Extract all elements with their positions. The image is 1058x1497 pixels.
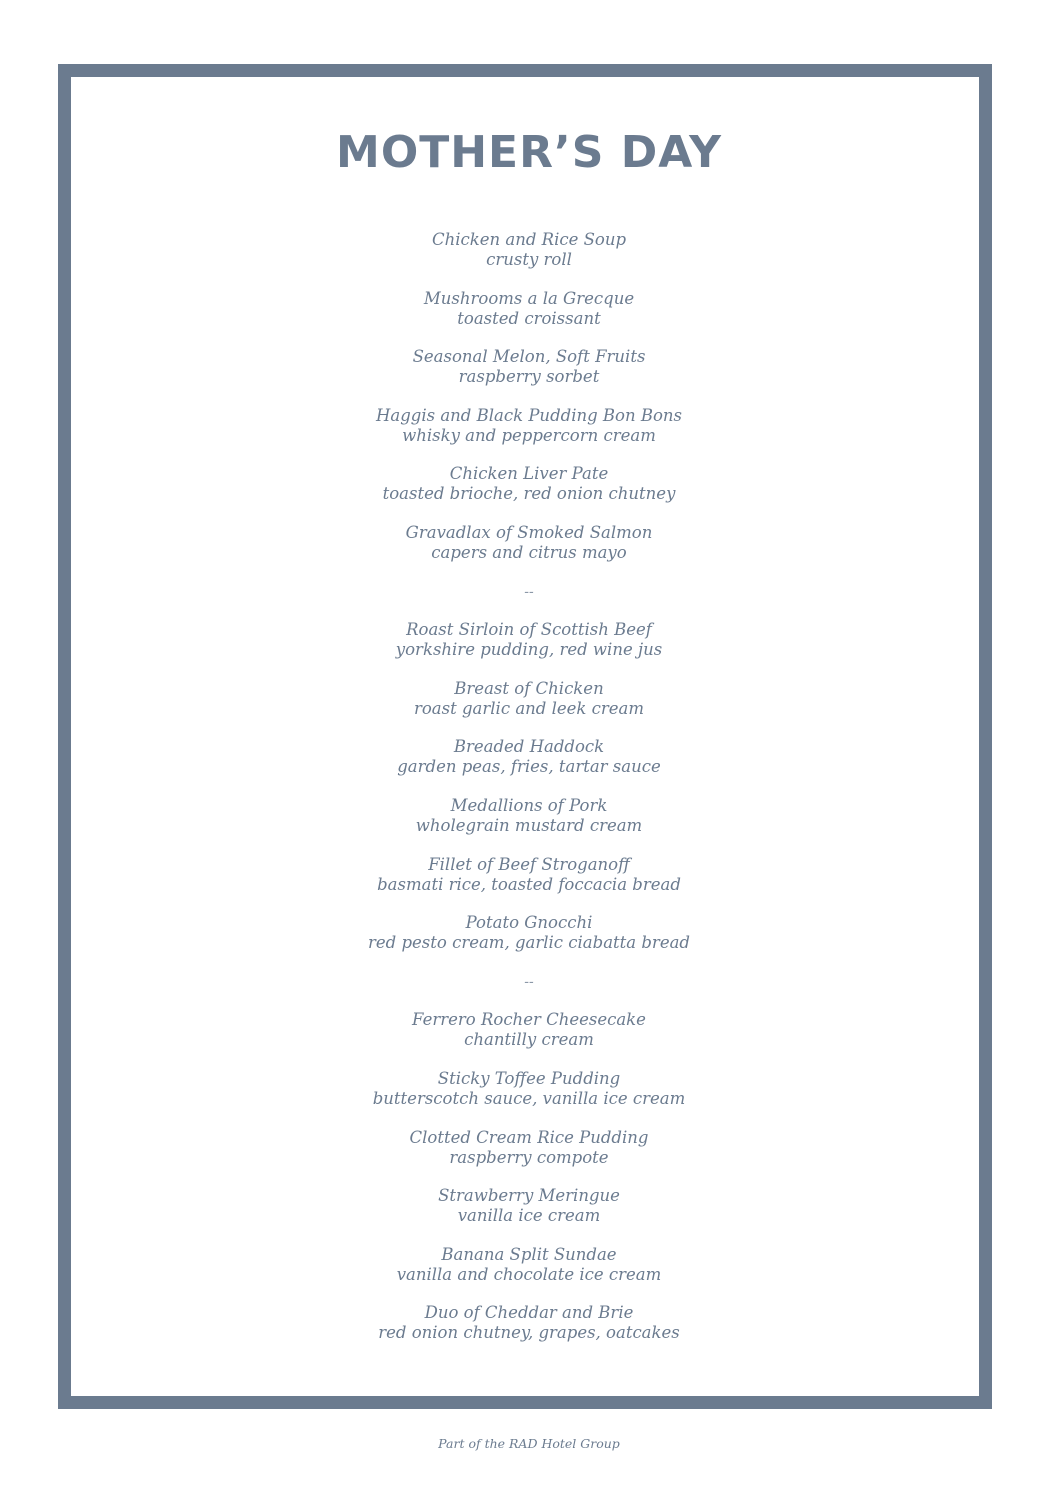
menu-item <box>0 737 1058 777</box>
menu-item <box>0 523 1058 563</box>
menu-item <box>0 796 1058 836</box>
dish-name: Strawberry Meringue <box>438 1186 620 1206</box>
dish-description: crusty roll <box>486 250 572 269</box>
dish-name: Breaded Haddock <box>453 737 605 757</box>
dish-name: Clotted Cream Rice Pudding <box>409 1127 649 1147</box>
dish-name: Haggis and Black Pudding Bon Bons <box>376 405 682 425</box>
dish-name: Potato Gnocchi <box>465 913 593 933</box>
menu-item <box>0 347 1058 387</box>
dish-description: vanilla ice cream <box>457 1206 601 1226</box>
menu-item <box>0 679 1058 719</box>
dish-name: Breast of Chicken <box>454 678 604 698</box>
dish-name: Mushrooms a la Grecque <box>423 288 635 308</box>
menu-item <box>0 913 1058 953</box>
menu-item <box>0 289 1058 329</box>
menu-item <box>0 1245 1058 1285</box>
menu-item <box>0 230 1058 270</box>
course-separator: -- <box>524 583 534 600</box>
dish-name: Ferrero Rocher Cheesecake <box>412 1010 646 1030</box>
dish-description: whisky and peppercorn cream <box>402 425 656 445</box>
dish-name: Chicken Liver Pate <box>449 464 609 484</box>
dish-name: Chicken and Rice Soup <box>431 230 627 249</box>
dish-description: chantilly cream <box>464 1030 594 1050</box>
dish-name: Medallions of Pork <box>450 795 608 815</box>
menu-item <box>0 1186 1058 1226</box>
menu-item <box>0 620 1058 660</box>
starters-section <box>0 230 1058 563</box>
course-separator: -- <box>524 973 534 990</box>
dish-description: raspberry compote <box>449 1147 609 1167</box>
dish-name: Seasonal Melon, Soft Fruits <box>412 347 646 367</box>
dish-description: yorkshire pudding, red wine jus <box>395 640 663 660</box>
dish-name: Gravadlax of Smoked Salmon <box>405 522 653 542</box>
dish-description: red pesto cream, garlic ciabatta bread <box>368 933 690 953</box>
footer-text: Part of the RAD Hotel Group <box>438 1436 620 1451</box>
mains-section <box>0 620 1058 953</box>
menu-item <box>0 464 1058 504</box>
dish-description: toasted croissant <box>457 308 601 328</box>
dish-name: Fillet of Beef Stroganoff <box>428 854 630 874</box>
menu-item <box>0 855 1058 895</box>
dish-description: wholegrain mustard cream <box>415 815 643 835</box>
dish-description: raspberry sorbet <box>458 367 600 387</box>
desserts-section <box>0 1010 1058 1343</box>
dish-name: Roast Sirloin of Scottish Beef <box>406 620 652 640</box>
menu-item <box>0 406 1058 446</box>
menu-list <box>0 230 1058 1362</box>
dish-name: Banana Split Sundae <box>441 1244 617 1264</box>
dish-description: garden peas, fries, tartar sauce <box>397 757 661 777</box>
dish-description: capers and citrus mayo <box>431 542 627 562</box>
menu-item <box>0 1010 1058 1050</box>
dish-name: Sticky Toffee Pudding <box>437 1068 621 1088</box>
page-title: MOTHER’S DAY <box>336 127 722 178</box>
menu-item <box>0 1069 1058 1109</box>
dish-description: toasted brioche, red onion chutney <box>382 484 676 504</box>
dish-description: butterscotch sauce, vanilla ice cream <box>372 1088 686 1108</box>
dish-description: roast garlic and leek cream <box>413 698 645 718</box>
dish-description: vanilla and chocolate ice cream <box>396 1264 662 1284</box>
menu-item <box>0 1128 1058 1168</box>
menu-item <box>0 1303 1058 1343</box>
dish-description: basmati rice, toasted foccacia bread <box>377 874 681 894</box>
dish-name: Duo of Cheddar and Brie <box>424 1303 634 1323</box>
dish-description: red onion chutney, grapes, oatcakes <box>378 1323 680 1343</box>
